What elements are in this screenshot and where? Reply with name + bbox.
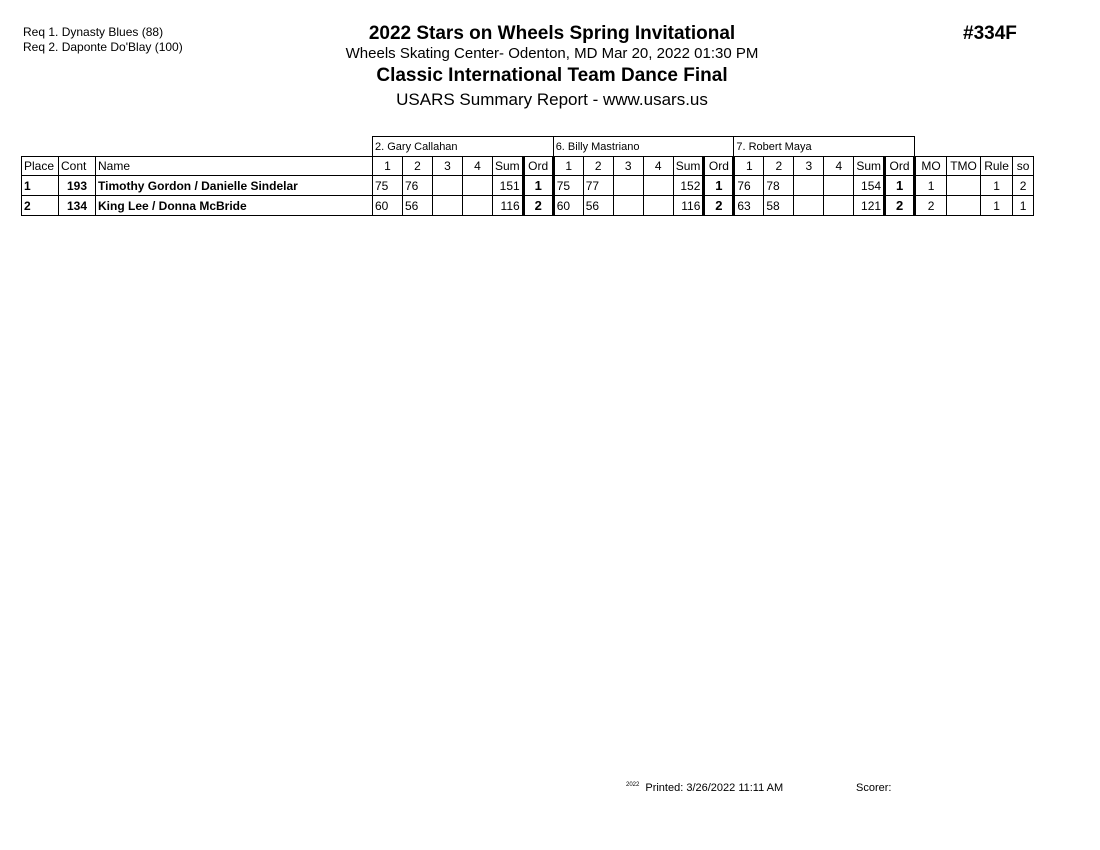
col-score-3: 3: [613, 157, 643, 176]
score-cell: [794, 196, 824, 216]
judge-header-row: [22, 137, 1034, 157]
col-cont: Cont: [59, 157, 96, 176]
rule-cell: 1: [981, 196, 1013, 216]
mo-cell: 2: [915, 196, 947, 216]
skater-name-cell: Timothy Gordon / Danielle Sindelar: [96, 176, 373, 196]
score-cell: 58: [764, 196, 794, 216]
printed-label: Printed: 3/26/2022 11:11 AM: [645, 782, 784, 794]
score-cell: [613, 196, 643, 216]
so-cell: 1: [1013, 196, 1034, 216]
col-ord: Ord: [523, 157, 553, 176]
score-cell: [463, 196, 493, 216]
score-cell: 78: [764, 176, 794, 196]
score-cell: 56: [403, 196, 433, 216]
sum-cell: 116: [673, 196, 704, 216]
ord-cell: 2: [885, 196, 915, 216]
skater-name-cell: King Lee / Donna McBride: [96, 196, 373, 216]
ord-cell: 1: [885, 176, 915, 196]
competition-title: 2022 Stars on Wheels Spring Invitational: [368, 23, 736, 44]
table-row: [22, 176, 1034, 196]
score-cell: 75: [373, 176, 403, 196]
col-score-4: 4: [643, 157, 673, 176]
score-cell: 77: [583, 176, 613, 196]
cont-cell: 134: [59, 196, 96, 216]
so-cell: 2: [1013, 176, 1034, 196]
cont-cell: 193: [59, 176, 96, 196]
col-score-4: 4: [824, 157, 854, 176]
place-cell: 1: [22, 176, 59, 196]
col-score-2: 2: [764, 157, 794, 176]
score-cell: 60: [553, 196, 583, 216]
score-cell: 63: [734, 196, 764, 216]
score-cell: [643, 196, 673, 216]
col-tmo: TMO: [947, 157, 981, 176]
score-cell: [433, 176, 463, 196]
table-row: [22, 196, 1034, 216]
score-cell: [794, 176, 824, 196]
col-ord: Ord: [885, 157, 915, 176]
sum-cell: 154: [854, 176, 885, 196]
col-score-4: 4: [463, 157, 493, 176]
col-sum: Sum: [854, 157, 885, 176]
col-score-2: 2: [583, 157, 613, 176]
col-ord: Ord: [704, 157, 734, 176]
mo-cell: 1: [915, 176, 947, 196]
sum-cell: 116: [493, 196, 524, 216]
results-table: [21, 136, 1034, 216]
score-cell: [463, 176, 493, 196]
col-score-3: 3: [433, 157, 463, 176]
tiny-mark: 2022: [626, 782, 640, 788]
judge-name: 6. Billy Mastriano: [553, 137, 734, 157]
col-score-1: 1: [734, 157, 764, 176]
referee-list: [23, 25, 183, 55]
score-cell: 56: [583, 196, 613, 216]
score-cell: 75: [553, 176, 583, 196]
referee-line: Req 2. Daponte Do'Blay (100): [23, 40, 183, 54]
score-cell: [824, 176, 854, 196]
tmo-cell: [947, 196, 981, 216]
col-sum: Sum: [493, 157, 524, 176]
venue-date: Wheels Skating Center- Odenton, MD Mar 20, 2022 01:30 PM: [345, 45, 759, 62]
col-score-3: 3: [794, 157, 824, 176]
col-so: so: [1013, 157, 1034, 176]
score-cell: [433, 196, 463, 216]
judge-name: 7. Robert Maya: [734, 137, 915, 157]
event-number: #334F: [963, 23, 1017, 44]
sum-cell: 152: [673, 176, 704, 196]
referee-line: Req 1. Dynasty Blues (88): [23, 25, 164, 39]
ord-cell: 2: [704, 196, 734, 216]
sum-cell: 121: [854, 196, 885, 216]
tmo-cell: [947, 176, 981, 196]
report-header: [300, 22, 804, 112]
place-cell: 2: [22, 196, 59, 216]
col-name: Name: [96, 157, 373, 176]
printed-timestamp: [626, 782, 783, 794]
col-mo: MO: [915, 157, 947, 176]
event-name: Classic International Team Dance Final: [376, 65, 728, 86]
score-cell: [613, 176, 643, 196]
report-name: USARS Summary Report - www.usars.us: [396, 90, 708, 109]
score-cell: 60: [373, 196, 403, 216]
col-score-1: 1: [373, 157, 403, 176]
score-cell: [643, 176, 673, 196]
col-sum: Sum: [673, 157, 704, 176]
ord-cell: 2: [523, 196, 553, 216]
score-cell: 76: [734, 176, 764, 196]
ord-cell: 1: [523, 176, 553, 196]
score-cell: [824, 196, 854, 216]
col-score-2: 2: [403, 157, 433, 176]
col-place: Place: [22, 157, 59, 176]
rule-cell: 1: [981, 176, 1013, 196]
col-rule: Rule: [981, 157, 1013, 176]
column-header-row: [22, 157, 1034, 176]
sum-cell: 151: [493, 176, 524, 196]
judge-name: 2. Gary Callahan: [373, 137, 554, 157]
col-score-1: 1: [553, 157, 583, 176]
scorer-label: Scorer:: [856, 782, 892, 794]
score-cell: 76: [403, 176, 433, 196]
ord-cell: 1: [704, 176, 734, 196]
